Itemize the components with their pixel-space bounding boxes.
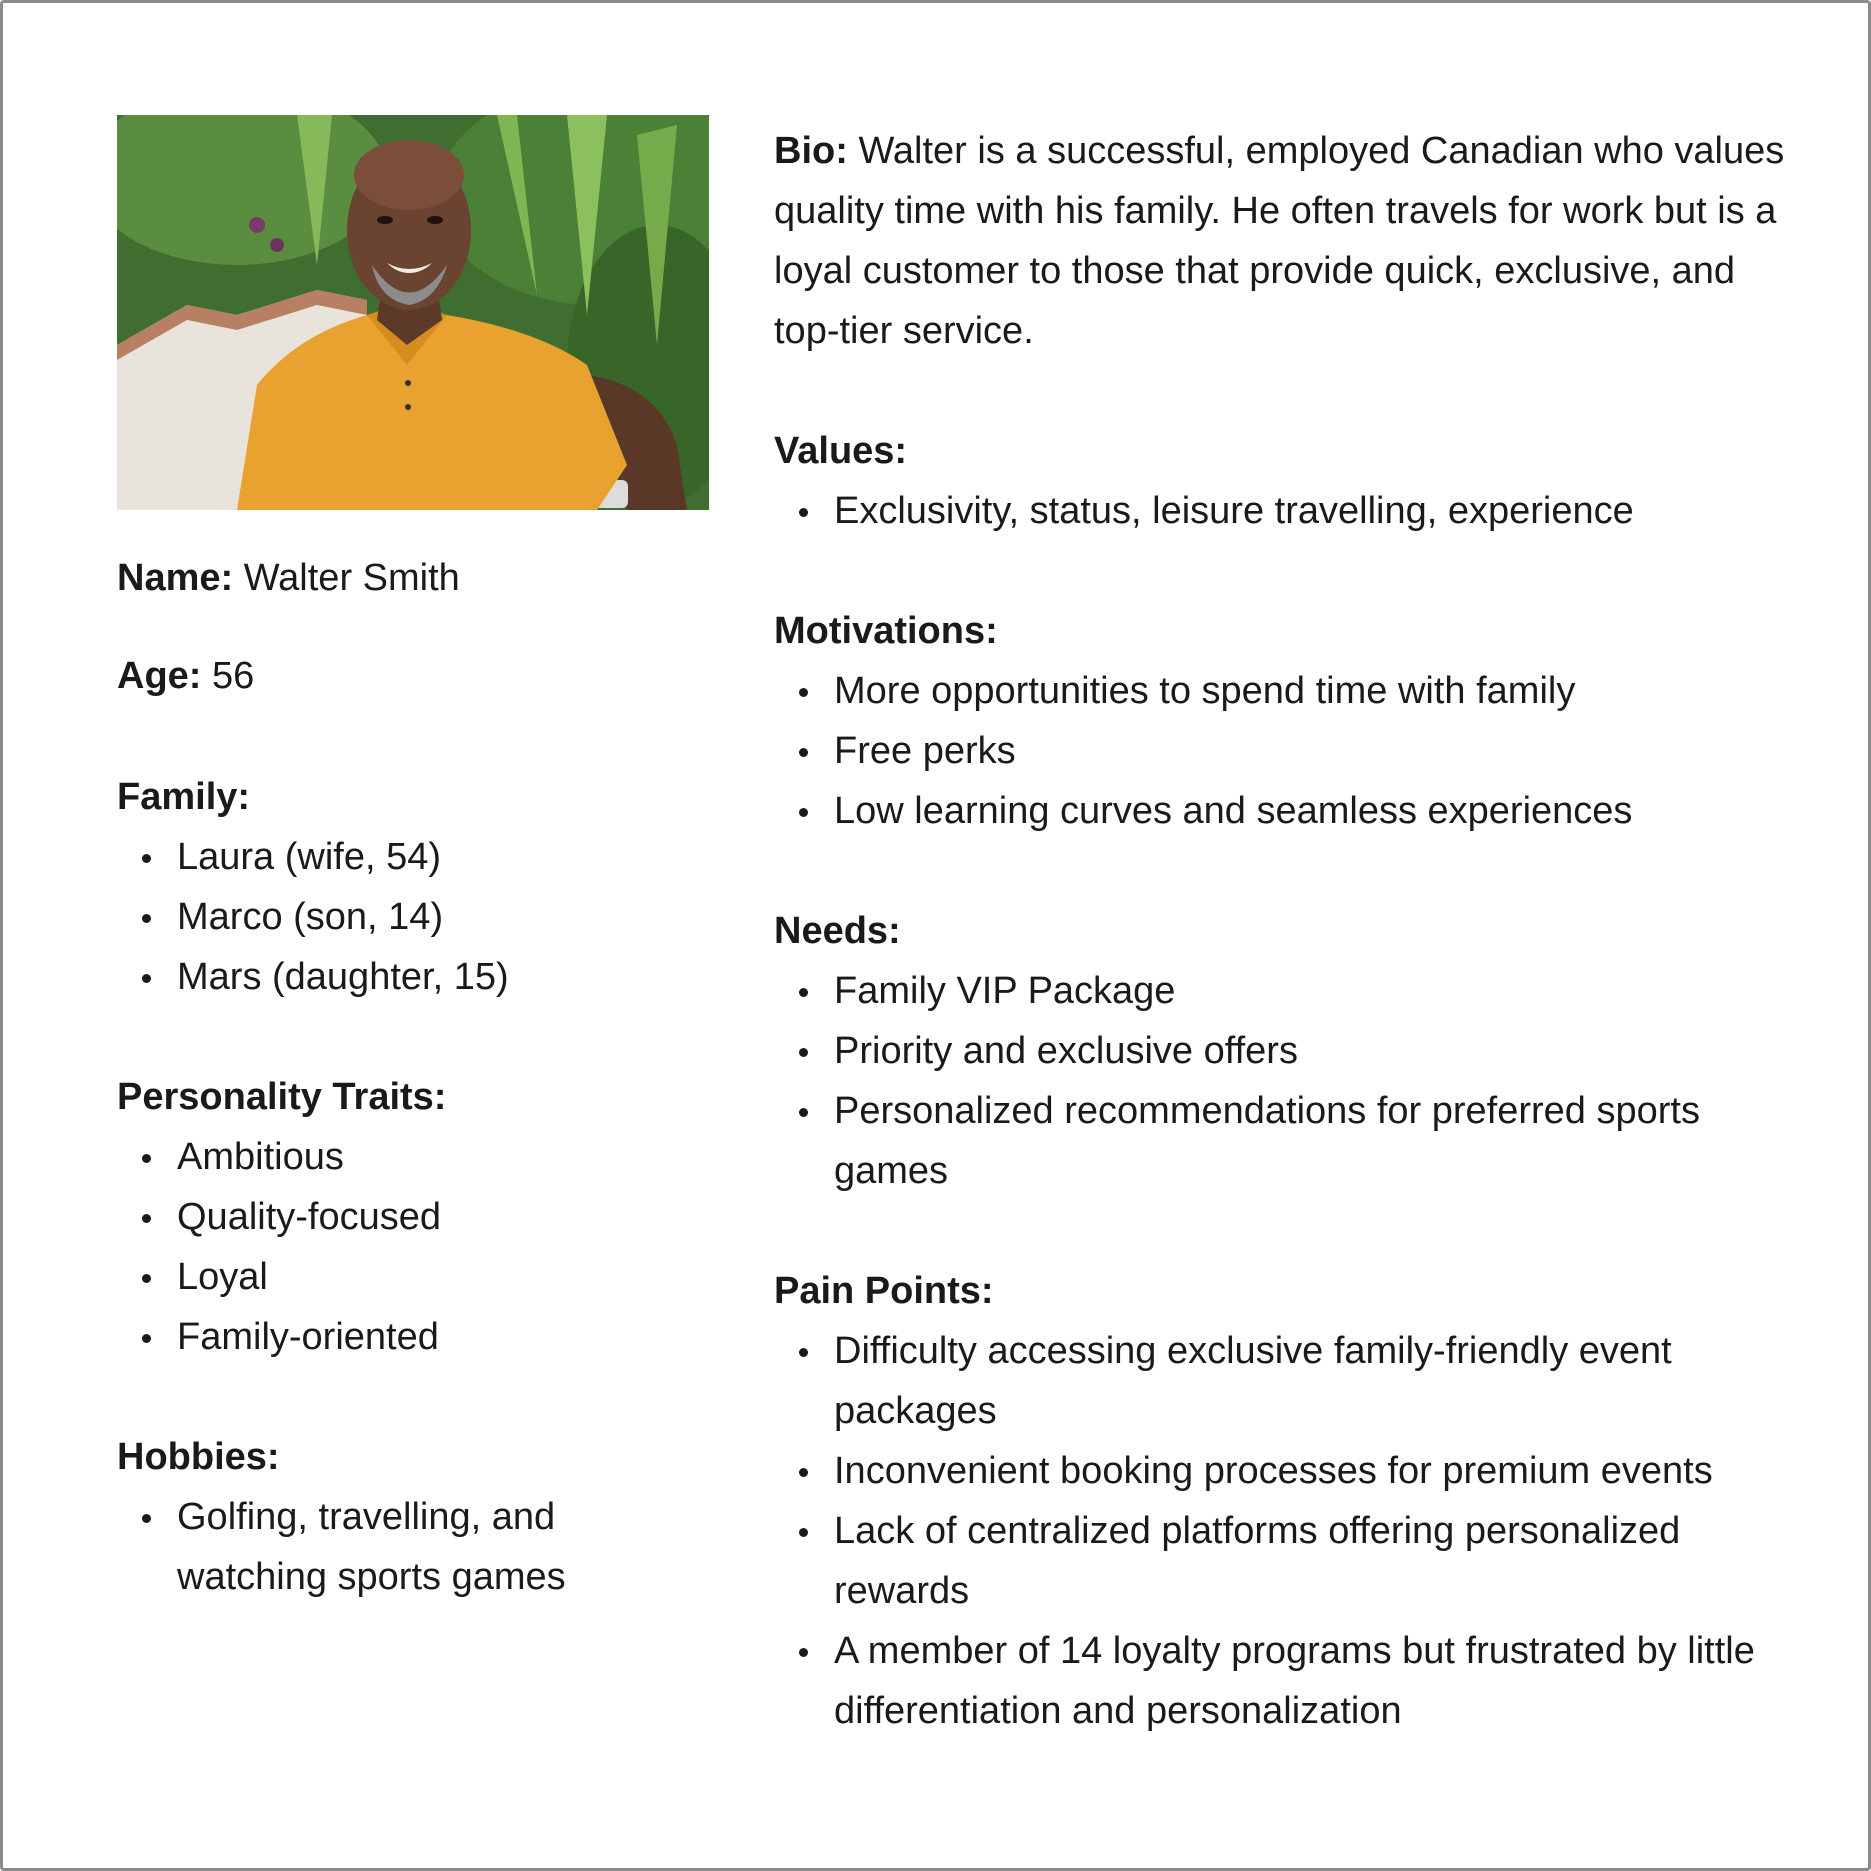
list-item: Free perks xyxy=(774,721,1804,781)
name-field xyxy=(117,548,709,608)
bio-label: Bio: xyxy=(774,130,848,172)
name-value: Walter Smith xyxy=(243,557,460,599)
family-heading: Family: xyxy=(117,776,251,818)
list-item: Ambitious xyxy=(117,1127,709,1187)
persona-photo-illustration xyxy=(117,115,709,510)
age-field xyxy=(117,646,709,706)
list-item: Laura (wife, 54) xyxy=(117,827,709,887)
list-item: Difficulty accessing exclusive family-friendly event packages xyxy=(774,1321,1804,1441)
list-item: Family-oriented xyxy=(117,1307,709,1367)
bio-paragraph xyxy=(774,121,1804,361)
list-item: Low learning curves and seamless experiences xyxy=(774,781,1804,841)
name-label: Name: xyxy=(117,557,234,599)
list-item: A member of 14 loyalty programs but frustrated by little differentiation and personalization xyxy=(774,1621,1804,1741)
age-label: Age: xyxy=(117,655,202,697)
list-item: Priority and exclusive offers xyxy=(774,1021,1804,1081)
values-heading: Values: xyxy=(774,430,908,472)
family-list xyxy=(117,827,709,1007)
list-item: Quality-focused xyxy=(117,1187,709,1247)
list-item: Inconvenient booking processes for premium events xyxy=(774,1441,1804,1501)
list-item: Exclusivity, status, leisure travelling, experience xyxy=(774,481,1804,541)
list-item: Family VIP Package xyxy=(774,961,1804,1021)
age-value: 56 xyxy=(212,655,255,697)
pain-points-heading: Pain Points: xyxy=(774,1270,994,1312)
list-item: More opportunities to spend time with family xyxy=(774,661,1804,721)
needs-heading: Needs: xyxy=(774,910,901,952)
motivations-list xyxy=(774,661,1804,841)
list-item: Mars (daughter, 15) xyxy=(117,947,709,1007)
list-item: Personalized recommendations for preferred sports games xyxy=(774,1081,1804,1201)
needs-list xyxy=(774,961,1804,1201)
traits-heading: Personality Traits: xyxy=(117,1076,447,1118)
hobbies-list xyxy=(117,1487,637,1607)
bio-text: Walter is a successful, employed Canadian who values quality time with his family. He often travels for work but is a loyal customer to those that provide quick, exclusive, and top-tier service. xyxy=(774,130,1785,352)
list-item: Lack of centralized platforms offering personalized rewards xyxy=(774,1501,1804,1621)
details-column xyxy=(774,121,1804,1741)
list-item: Marco (son, 14) xyxy=(117,887,709,947)
traits-list xyxy=(117,1127,709,1367)
motivations-heading: Motivations: xyxy=(774,610,998,652)
list-item: Golfing, travelling, and watching sports games xyxy=(117,1487,637,1607)
hobbies-heading: Hobbies: xyxy=(117,1436,280,1478)
profile-column xyxy=(117,115,709,1607)
list-item: Loyal xyxy=(117,1247,709,1307)
pain-points-list xyxy=(774,1321,1804,1741)
values-list xyxy=(774,481,1804,541)
persona-photo xyxy=(117,115,709,510)
